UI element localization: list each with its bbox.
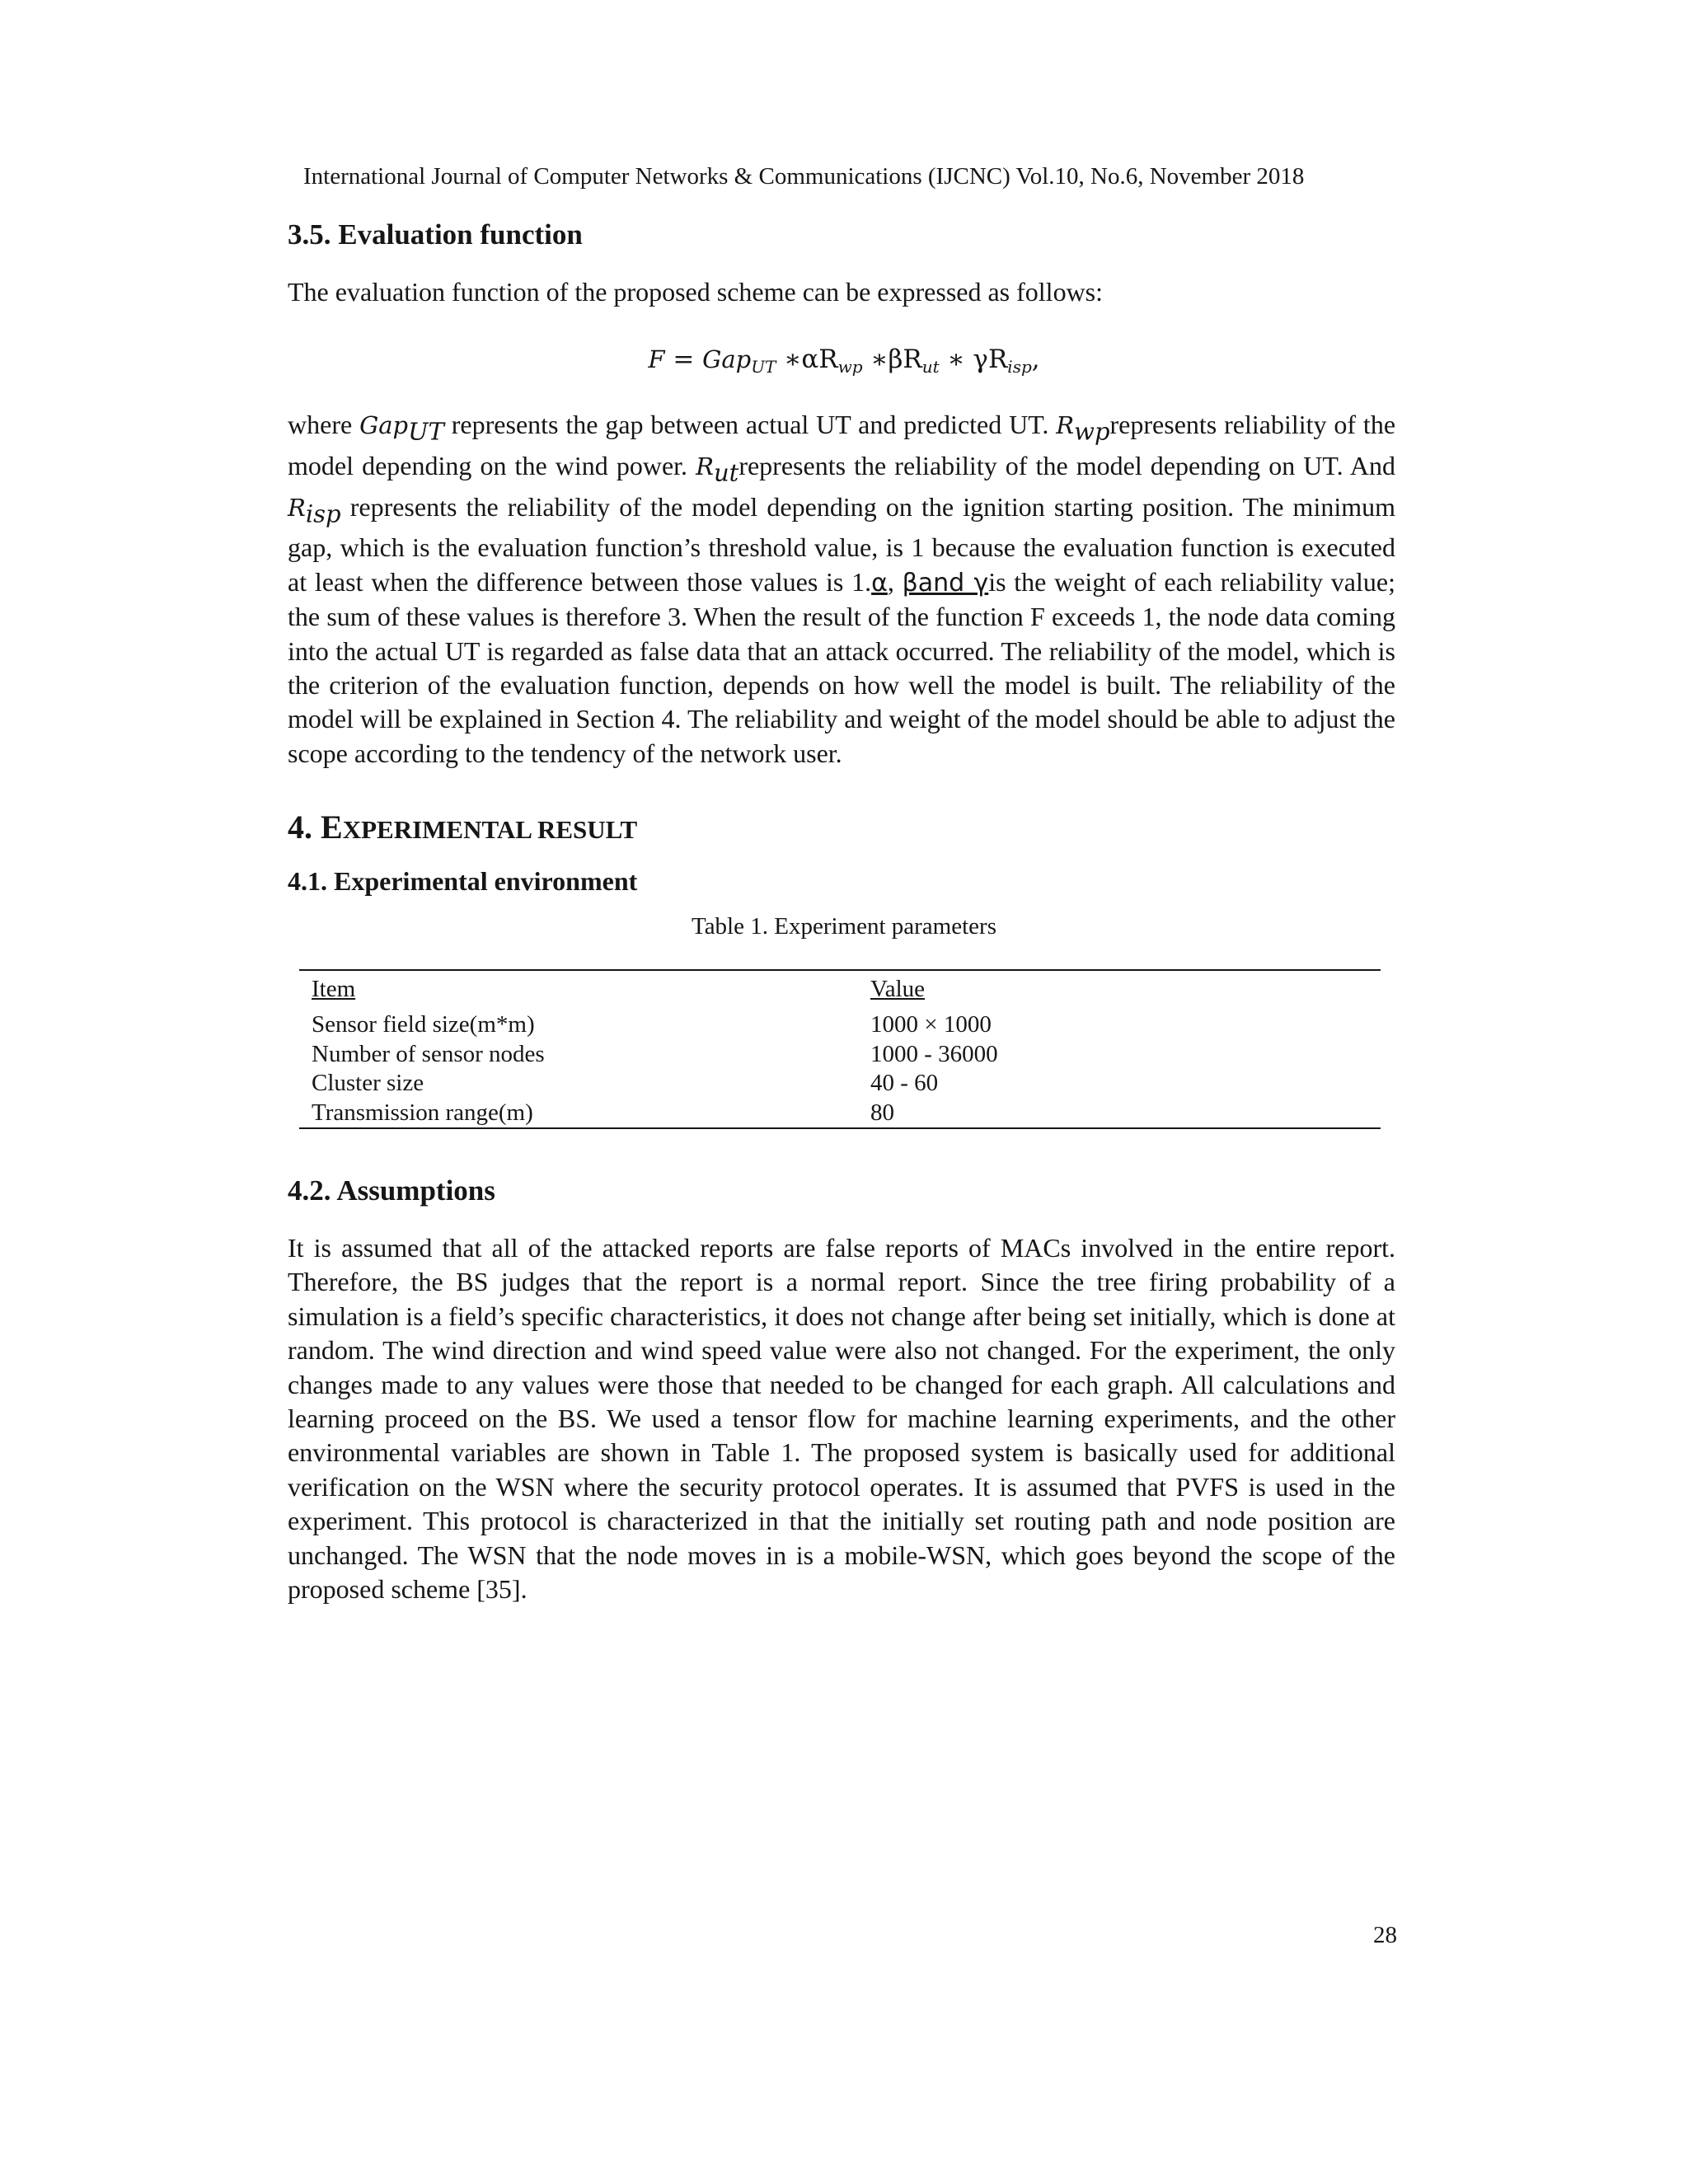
rwp-subscript: wp [1074, 417, 1110, 446]
table-cell-value: 1000 × 1000 [870, 1011, 992, 1038]
body-text: where [288, 410, 360, 439]
table-cell-item: Number of sensor nodes [312, 1040, 545, 1067]
section-3-5-intro: The evaluation function of the proposed scheme can be expressed as follows: [288, 277, 1104, 307]
gap-subscript: UT [408, 417, 444, 446]
alpha-symbol: α [871, 568, 888, 598]
body-text: represents the gap between actual UT and predicted UT. [443, 410, 1057, 439]
table-header-row [299, 970, 1381, 1010]
rwp-symbol: R [1056, 411, 1075, 439]
page-number: 28 [1373, 1922, 1397, 1948]
section-4-title-part1: XPERIMENTAL [342, 815, 537, 844]
evaluation-equation [0, 343, 1688, 376]
body-text: represents the reliability of the model depending on UT. And [738, 450, 1396, 480]
section-4-2-heading: 4.2. Assumptions [288, 1174, 495, 1207]
body-text: represents reliability of the model depending on the wind power. [288, 410, 1396, 480]
equation-gap-sub: UT [751, 357, 776, 377]
experiment-parameters-table [299, 969, 1381, 1129]
risp-subscript: isp [305, 499, 341, 527]
section-4-cap-e: E [321, 808, 343, 846]
gap-symbol: Gap [359, 411, 409, 439]
table-cell-value: 1000 - 36000 [870, 1040, 998, 1067]
table-row [299, 1069, 1381, 1099]
section-4-1-heading: 4.1. Experimental environment [288, 866, 638, 896]
table-cell-value: 40 - 60 [870, 1070, 939, 1096]
table-cell-item: Sensor field size(m*m) [312, 1011, 535, 1038]
table-header-value [858, 970, 1381, 1010]
table-header-item [299, 970, 858, 1010]
equation-r1-sub: wp [837, 357, 863, 377]
table-cell-item: Transmission range(m) [312, 1099, 533, 1126]
body-text: is the weight of each reliability value; the sum of these values is therefore 3. When the result of the function F exceeds 1, the node data coming into the actual UT is regarded as false data that an attack occurred. The reliability of the model, which is the criterion of the evaluation function, depends on how well the model is built. The reliability of the model will be explained in Section 4. The reliability and weight of the model should be able to adjust the scope according to the tendency of the network user. [288, 566, 1395, 768]
rut-symbol: R [696, 452, 714, 480]
section-3-5-body [288, 408, 1395, 771]
beta-gamma-symbols: βand γ [902, 568, 989, 598]
section-4-heading [288, 810, 637, 847]
equation-r3-sub: isp [1007, 357, 1032, 377]
section-4-number: 4. [288, 808, 321, 846]
section-3-5-heading: 3.5. Evaluation function [288, 218, 583, 251]
body-text: represents the reliability of the model depending on the ignition starting position. The minimum gap, which is the evaluation function’s threshold value, is 1 because the evaluation function is executed at least when the difference between those values is 1. [288, 491, 1395, 597]
table-row [299, 1040, 1381, 1070]
table-caption: Table 1. Experiment parameters [692, 913, 996, 940]
equation-op3: ∗ γR [939, 344, 1008, 374]
equation-gap: Gap [702, 345, 752, 373]
header-item-label: Item [312, 976, 356, 1002]
table-cell-item: Cluster size [312, 1070, 424, 1096]
table-row [299, 1099, 1381, 1129]
equation-op1: ∗αR [776, 344, 838, 374]
table-row [299, 1010, 1381, 1040]
equation-lhs: F [648, 345, 665, 373]
equation-tail: , [1031, 344, 1040, 374]
equation-equals: = [664, 344, 703, 374]
risp-symbol: R [288, 493, 306, 522]
body-text: , [887, 566, 903, 597]
running-header: International Journal of Computer Networks & Communications (IJCNC) Vol.10, No.6, November 2018 [303, 163, 1305, 190]
table-cell-value: 80 [870, 1099, 894, 1126]
equation-op2: ∗βR [862, 344, 922, 374]
header-value-label: Value [870, 976, 926, 1002]
equation-r2-sub: ut [921, 357, 940, 377]
section-4-title-part2: RESULT [537, 815, 638, 844]
section-4-2-body: It is assumed that all of the attacked reports are false reports of MACs involved in the entire report. Therefore, the BS judges that the report is a normal report. Since the tree firing probability of a simulation is a field’s specific characteristics, it does not change after being set initially, which is done at random. The wind direction and wind speed value were also not changed. For the experiment, the only changes made to any values were those that needed to be changed for each graph. All calculations and learning proceed on the BS. We used a tensor flow for machine learning experiments, and the other environmental variables are shown in Table 1. The proposed system is basically used for additional verification on the WSN where the security protocol operates. It is assumed that PVFS is used in the experiment. This protocol is characterized in that the initially set routing path and node position are unchanged. The WSN that the node moves in is a mobile-WSN, which goes beyond the scope of the proposed scheme [35]. [288, 1233, 1395, 1605]
rut-subscript: ut [713, 458, 739, 487]
